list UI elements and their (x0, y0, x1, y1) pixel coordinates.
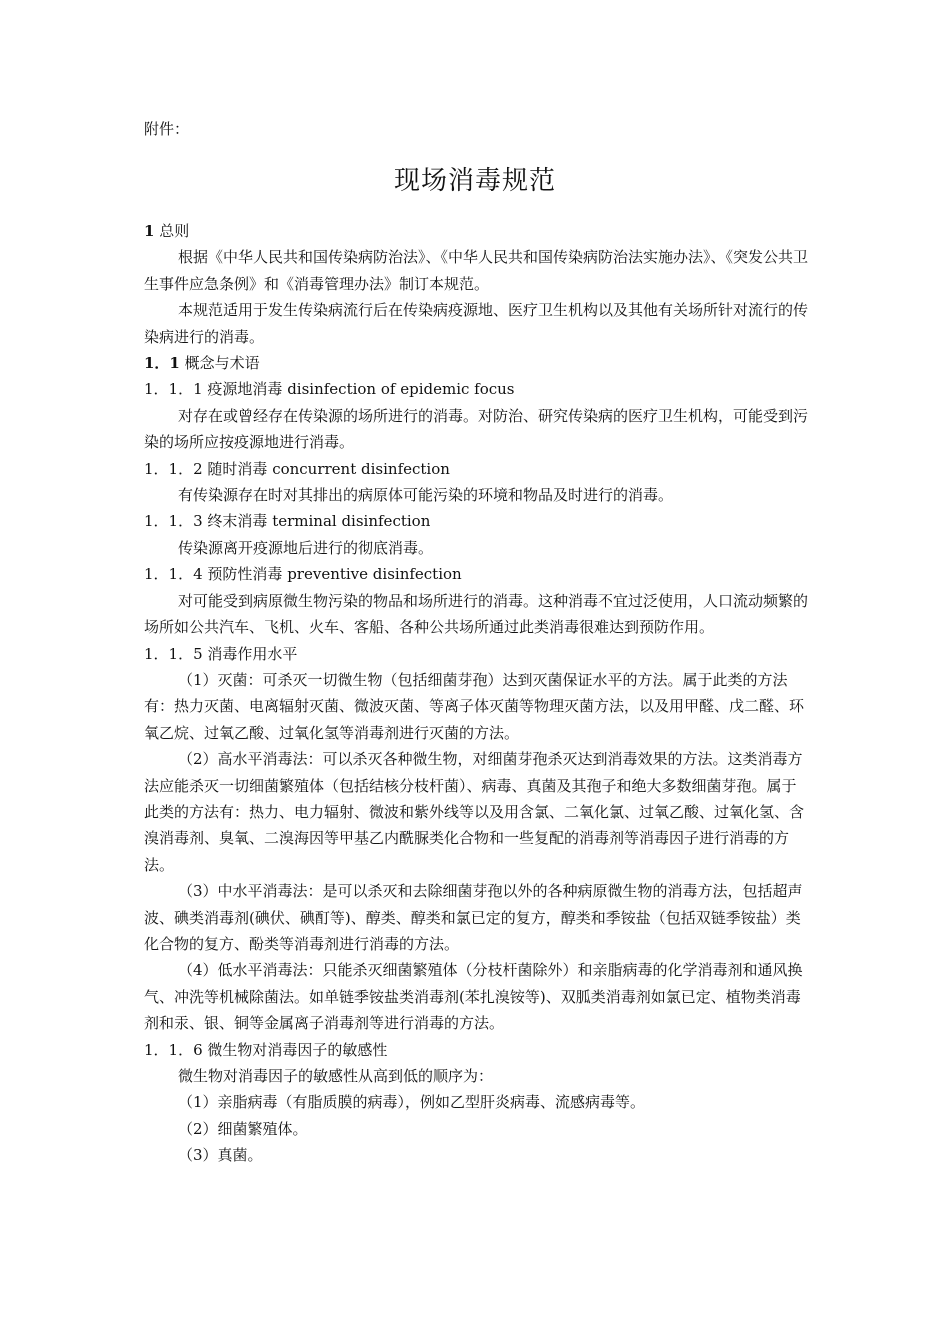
term-number: 1．1．1 (144, 380, 203, 399)
section-number: 1．1 (144, 354, 180, 373)
list-item: （3）中水平消毒法：是可以杀灭和去除细菌芽孢以外的各种病原微生物的消毒方法，包括超声波、碘类消毒剂(碘伏、碘酊等)、醇类、醇类和氯已定的复方，醇类和季铵盐（包括双链季铵盐）类化合物的复方、酚类等消毒剂进行消毒的方法。 (144, 882, 803, 953)
section-title: 总则 (159, 222, 190, 240)
term-heading (144, 508, 808, 534)
list-item: （2）细菌繁殖体。 (178, 1119, 308, 1138)
term-number: 1．1．5 (144, 644, 203, 663)
term-definition: 对可能受到病原微生物污染的物品和场所进行的消毒。这种消毒不宜过泛使用，人口流动频繁的场所如公共汽车、飞机、火车、客船、各种公共场所通过此类消毒很难达到预防作用。 (144, 591, 809, 637)
term-heading (144, 561, 808, 587)
list-item: （4）低水平消毒法：只能杀灭细菌繁殖体（分枝杆菌除外）和亲脂病毒的化学消毒剂和通风换气、冲洗等机械除菌法。如单链季铵盐类消毒剂(苯扎溴铵等)、双胍类消毒剂如氯已定、植物类消毒剂和汞、银、铜等金属离子消毒剂等进行消毒的方法。 (144, 961, 803, 1033)
term-number: 1．1．4 (144, 565, 203, 584)
list-item: （3）真菌。 (178, 1146, 263, 1165)
term-heading (144, 641, 808, 667)
paragraph: 微生物对消毒因子的敏感性从高到低的顺序为： (178, 1067, 494, 1085)
subsection-heading (144, 350, 808, 376)
section-title: 概念与术语 (184, 354, 260, 373)
page-title: 现场消毒规范 (393, 166, 556, 196)
document-body (144, 218, 808, 1169)
term-title: 终末消毒 terminal disinfection (207, 512, 431, 531)
list-item: （2）高水平消毒法：可以杀灭各种微生物，对细菌芽孢杀灭达到消毒效果的方法。这类消毒方法应能杀灭一切细菌繁殖体（包括结核分枝杆菌）、病毒、真菌及其孢子和绝大多数细菌芽孢。属于此类的方法有：热力、电力辐射、微波和紫外线等以及用含氯、二氧化氯、过氧乙酸、过氧化氢、含溴消毒剂、臭氧、二溴海因等甲基乙内酰脲类化合物和一些复配的消毒剂等消毒因子进行消毒的方法。 (144, 750, 805, 874)
list-item: （1）亲脂病毒（有脂质膜的病毒），例如乙型肝炎病毒、流感病毒等。 (178, 1093, 646, 1112)
section-heading (144, 218, 808, 244)
term-heading (144, 456, 808, 482)
term-title: 疫源地消毒 disinfection of epidemic focus (207, 380, 515, 399)
paragraph: 本规范适用于发生传染病流行后在传染病疫源地、医疗卫生机构以及其他有关场所针对流行的传染病进行的消毒。 (144, 301, 809, 346)
term-number: 1．1．2 (144, 459, 203, 478)
term-number: 1．1．6 (144, 1040, 203, 1059)
term-number: 1．1．3 (144, 512, 203, 531)
term-definition: 传染源离开疫源地后进行的彻底消毒。 (178, 538, 434, 557)
attachment-label: 附件： (144, 120, 190, 138)
term-title: 随时消毒 concurrent disinfection (207, 459, 450, 478)
list-item: （1）灭菌：可杀灭一切微生物（包括细菌芽孢）达到灭菌保证水平的方法。属于此类的方法有：热力灭菌、电离辐射灭菌、微波灭菌、等离子体灭菌等物理灭菌方法，以及用甲醛、戊二醛、环氧乙烷、过氧乙酸、过氧化氢等消毒剂进行灭菌的方法。 (144, 670, 805, 742)
paragraph: 根据《中华人民共和国传染病防治法》、《中华人民共和国传染病防治法实施办法》、《突发公共卫生事件应急条例》和《消毒管理办法》制订本规范。 (144, 248, 809, 293)
term-title: 预防性消毒 preventive disinfection (207, 565, 462, 584)
term-title: 微生物对消毒因子的敏感性 (207, 1040, 388, 1059)
term-heading (144, 1037, 808, 1063)
term-definition: 对存在或曾经存在传染源的场所进行的消毒。对防治、研究传染病的医疗卫生机构，可能受到污染的场所应按疫源地进行消毒。 (144, 406, 809, 452)
term-title: 消毒作用水平 (207, 644, 298, 663)
term-definition: 有传染源存在时对其排出的病原体可能污染的环境和物品及时进行的消毒。 (178, 486, 674, 505)
section-number: 1 (144, 222, 155, 240)
term-heading (144, 376, 808, 402)
